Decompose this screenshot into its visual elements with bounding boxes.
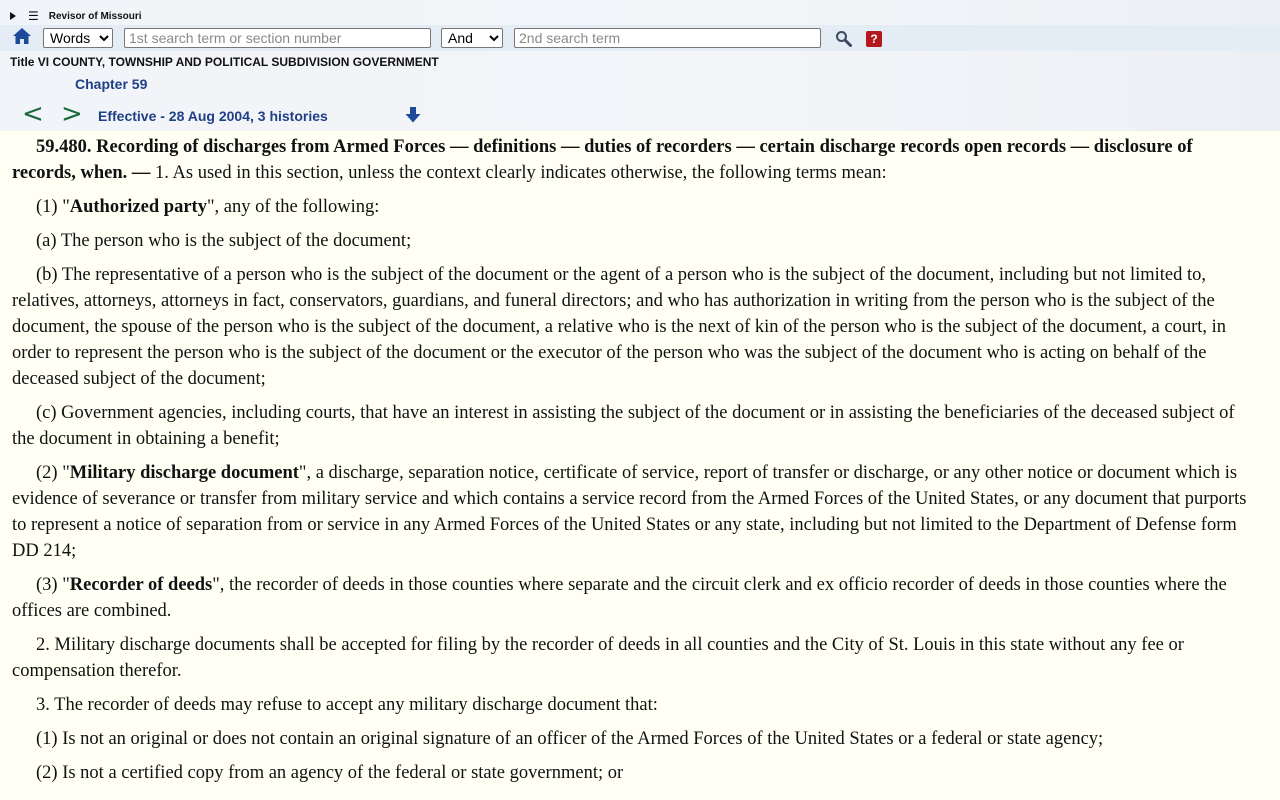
search-bar bbox=[0, 25, 1280, 51]
paragraph-text: ", the recorder of deeds in those counties where separate and the circuit clerk and ex officio recorder of deeds in those counties where the offices are combined. bbox=[12, 575, 1227, 621]
statute-paragraph bbox=[12, 400, 1258, 452]
paragraph-text: (c) Government agencies, including courts, that have an interest in assisting the subject of the document or in assisting the beneficiaries of the deceased subject of the document in obtaining a benefit; bbox=[12, 403, 1235, 449]
search-icon[interactable] bbox=[835, 30, 852, 47]
statute-paragraph bbox=[12, 262, 1258, 392]
page-header bbox=[0, 0, 1280, 131]
paragraph-text: 3. The recorder of deeds may refuse to accept any military discharge document that: bbox=[36, 695, 658, 715]
statute-paragraph bbox=[12, 726, 1258, 752]
paragraph-lead: (3) " bbox=[36, 575, 70, 595]
paragraph-text: ", any of the following: bbox=[206, 197, 380, 217]
arrow-down-icon[interactable] bbox=[404, 106, 422, 124]
next-section-button[interactable]: > bbox=[61, 99, 83, 129]
statute-paragraph bbox=[12, 194, 1258, 220]
paragraph-text: (2) Is not a certified copy from an agency of the federal or state government; or bbox=[36, 763, 624, 783]
menu-icon[interactable]: ☰ bbox=[28, 9, 39, 23]
title-heading: Title VI COUNTY, TOWNSHIP AND POLITICAL SUBDIVISION GOVERNMENT bbox=[10, 55, 439, 69]
effective-date-link[interactable]: Effective - 28 Aug 2004, 3 histories bbox=[98, 108, 328, 124]
paragraph-text: (b) The representative of a person who is the subject of the document or the agent of a person who is the subject of the document, including but not limited to, relatives, attorneys, attorneys in fact, conservators, guardians, and funeral directors; and who has authorization in writing from the person who is the subject of the document, the spouse of the person who is the subject of the document, a relative who is the next of kin of the person who is the subject of the document, a court, in order to represent the person who is the subject of the document or the executor of the person who was the subject of the document who is acting on behalf of the deceased subject of the document; bbox=[12, 265, 1227, 389]
statute-paragraph bbox=[12, 632, 1258, 684]
defined-term: Military discharge document bbox=[69, 463, 299, 483]
search-operator-select[interactable] bbox=[441, 28, 503, 48]
section-heading: Recording of discharges from Armed Forces — definitions — duties of recorders — certain discharge records open records — disclosure of records, when. — bbox=[12, 137, 1193, 183]
site-name[interactable]: Revisor of Missouri bbox=[48, 10, 142, 22]
first-search-term-input[interactable] bbox=[124, 28, 431, 48]
defined-term: Authorized party bbox=[69, 197, 207, 217]
paragraph-text: 1. As used in this section, unless the context clearly indicates otherwise, the following terms mean: bbox=[155, 163, 887, 183]
previous-section-button[interactable]: < bbox=[22, 99, 44, 129]
statute-paragraph bbox=[12, 760, 1258, 786]
home-icon[interactable] bbox=[12, 27, 32, 45]
defined-term: Recorder of deeds bbox=[69, 575, 213, 595]
paragraph-text: 2. Military discharge documents shall be accepted for filing by the recorder of deeds in all counties and the City of St. Louis in this state without any fee or compensation therefor. bbox=[12, 635, 1184, 681]
expand-triangle-icon[interactable] bbox=[10, 12, 16, 20]
statute-paragraph bbox=[12, 572, 1258, 624]
paragraph-text: (a) The person who is the subject of the document; bbox=[36, 231, 412, 251]
paragraph-text: (1) Is not an original or does not contain an original signature of an officer of the Armed Forces of the United States or a federal or state agency; bbox=[36, 729, 1104, 749]
chapter-link[interactable]: Chapter 59 bbox=[75, 76, 148, 92]
help-button[interactable]: ? bbox=[866, 31, 882, 47]
statute-paragraph bbox=[12, 692, 1258, 718]
second-search-term-input[interactable] bbox=[514, 28, 821, 48]
paragraph-text: ", a discharge, separation notice, certificate of service, report of transfer or discharge, or any other notice or document which is evidence of severance or transfer from military service and which contains a service record from the Armed Forces of the United States, or any document that purports to represent a notice of separation from or service in any Armed Forces of the United States or any state, including but not limited to the Department of Defense form DD 214; bbox=[12, 463, 1247, 561]
statute-paragraph bbox=[12, 228, 1258, 254]
paragraph-lead: (2) " bbox=[36, 463, 70, 483]
section-heading-paragraph bbox=[12, 134, 1258, 186]
search-mode-select[interactable] bbox=[43, 28, 113, 48]
paragraph-lead: (1) " bbox=[36, 197, 70, 217]
statute-text bbox=[12, 134, 1258, 794]
top-line bbox=[10, 9, 142, 23]
statute-paragraph bbox=[12, 460, 1258, 564]
section-number: 59.480. bbox=[36, 137, 92, 157]
